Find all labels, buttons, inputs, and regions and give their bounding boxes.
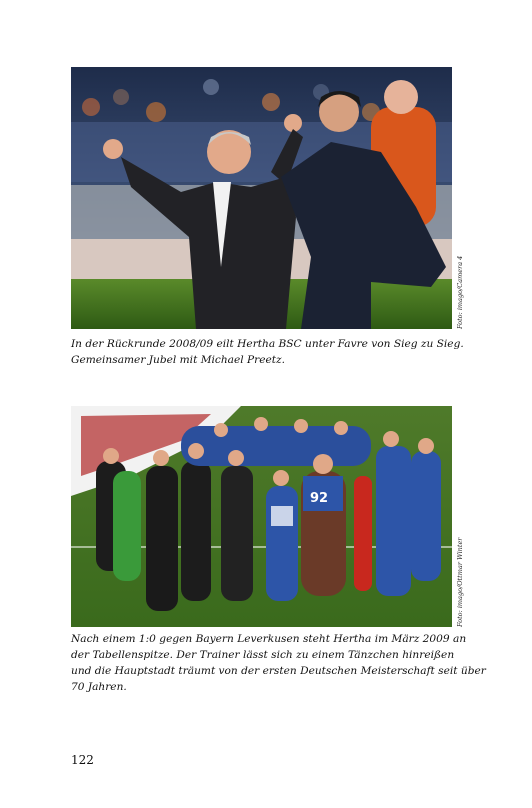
- photo-caption: [71, 336, 464, 368]
- page-number: 122: [71, 753, 94, 767]
- caption-line: Gemeinsamer Jubel mit Michael Preetz.: [71, 354, 285, 366]
- caption-line: und die Hauptstadt träumt von der ersten Deutschen Meisterschaft seit über: [71, 665, 486, 677]
- caption-line: 70 Jahren.: [71, 681, 127, 693]
- photo-caption: [71, 631, 486, 695]
- photo-celebration: [71, 67, 452, 329]
- caption-line: Nach einem 1:0 gegen Bayern Leverkusen steht Hertha im März 2009 an: [71, 633, 467, 645]
- caption-line: In der Rückrunde 2008/09 eilt Hertha BSC unter Favre von Sieg zu Sieg.: [71, 338, 464, 350]
- photo-team-huddle: [71, 406, 452, 627]
- photo-credit: Foto: imago/Ottmar Winter: [456, 537, 464, 627]
- caption-line: der Tabellenspitze. Der Trainer lässt sich zu einem Tänzchen hinreißen: [71, 649, 455, 661]
- jersey-number: 92: [310, 491, 329, 506]
- photo-credit: Foto: imago/Camera 4: [456, 255, 464, 329]
